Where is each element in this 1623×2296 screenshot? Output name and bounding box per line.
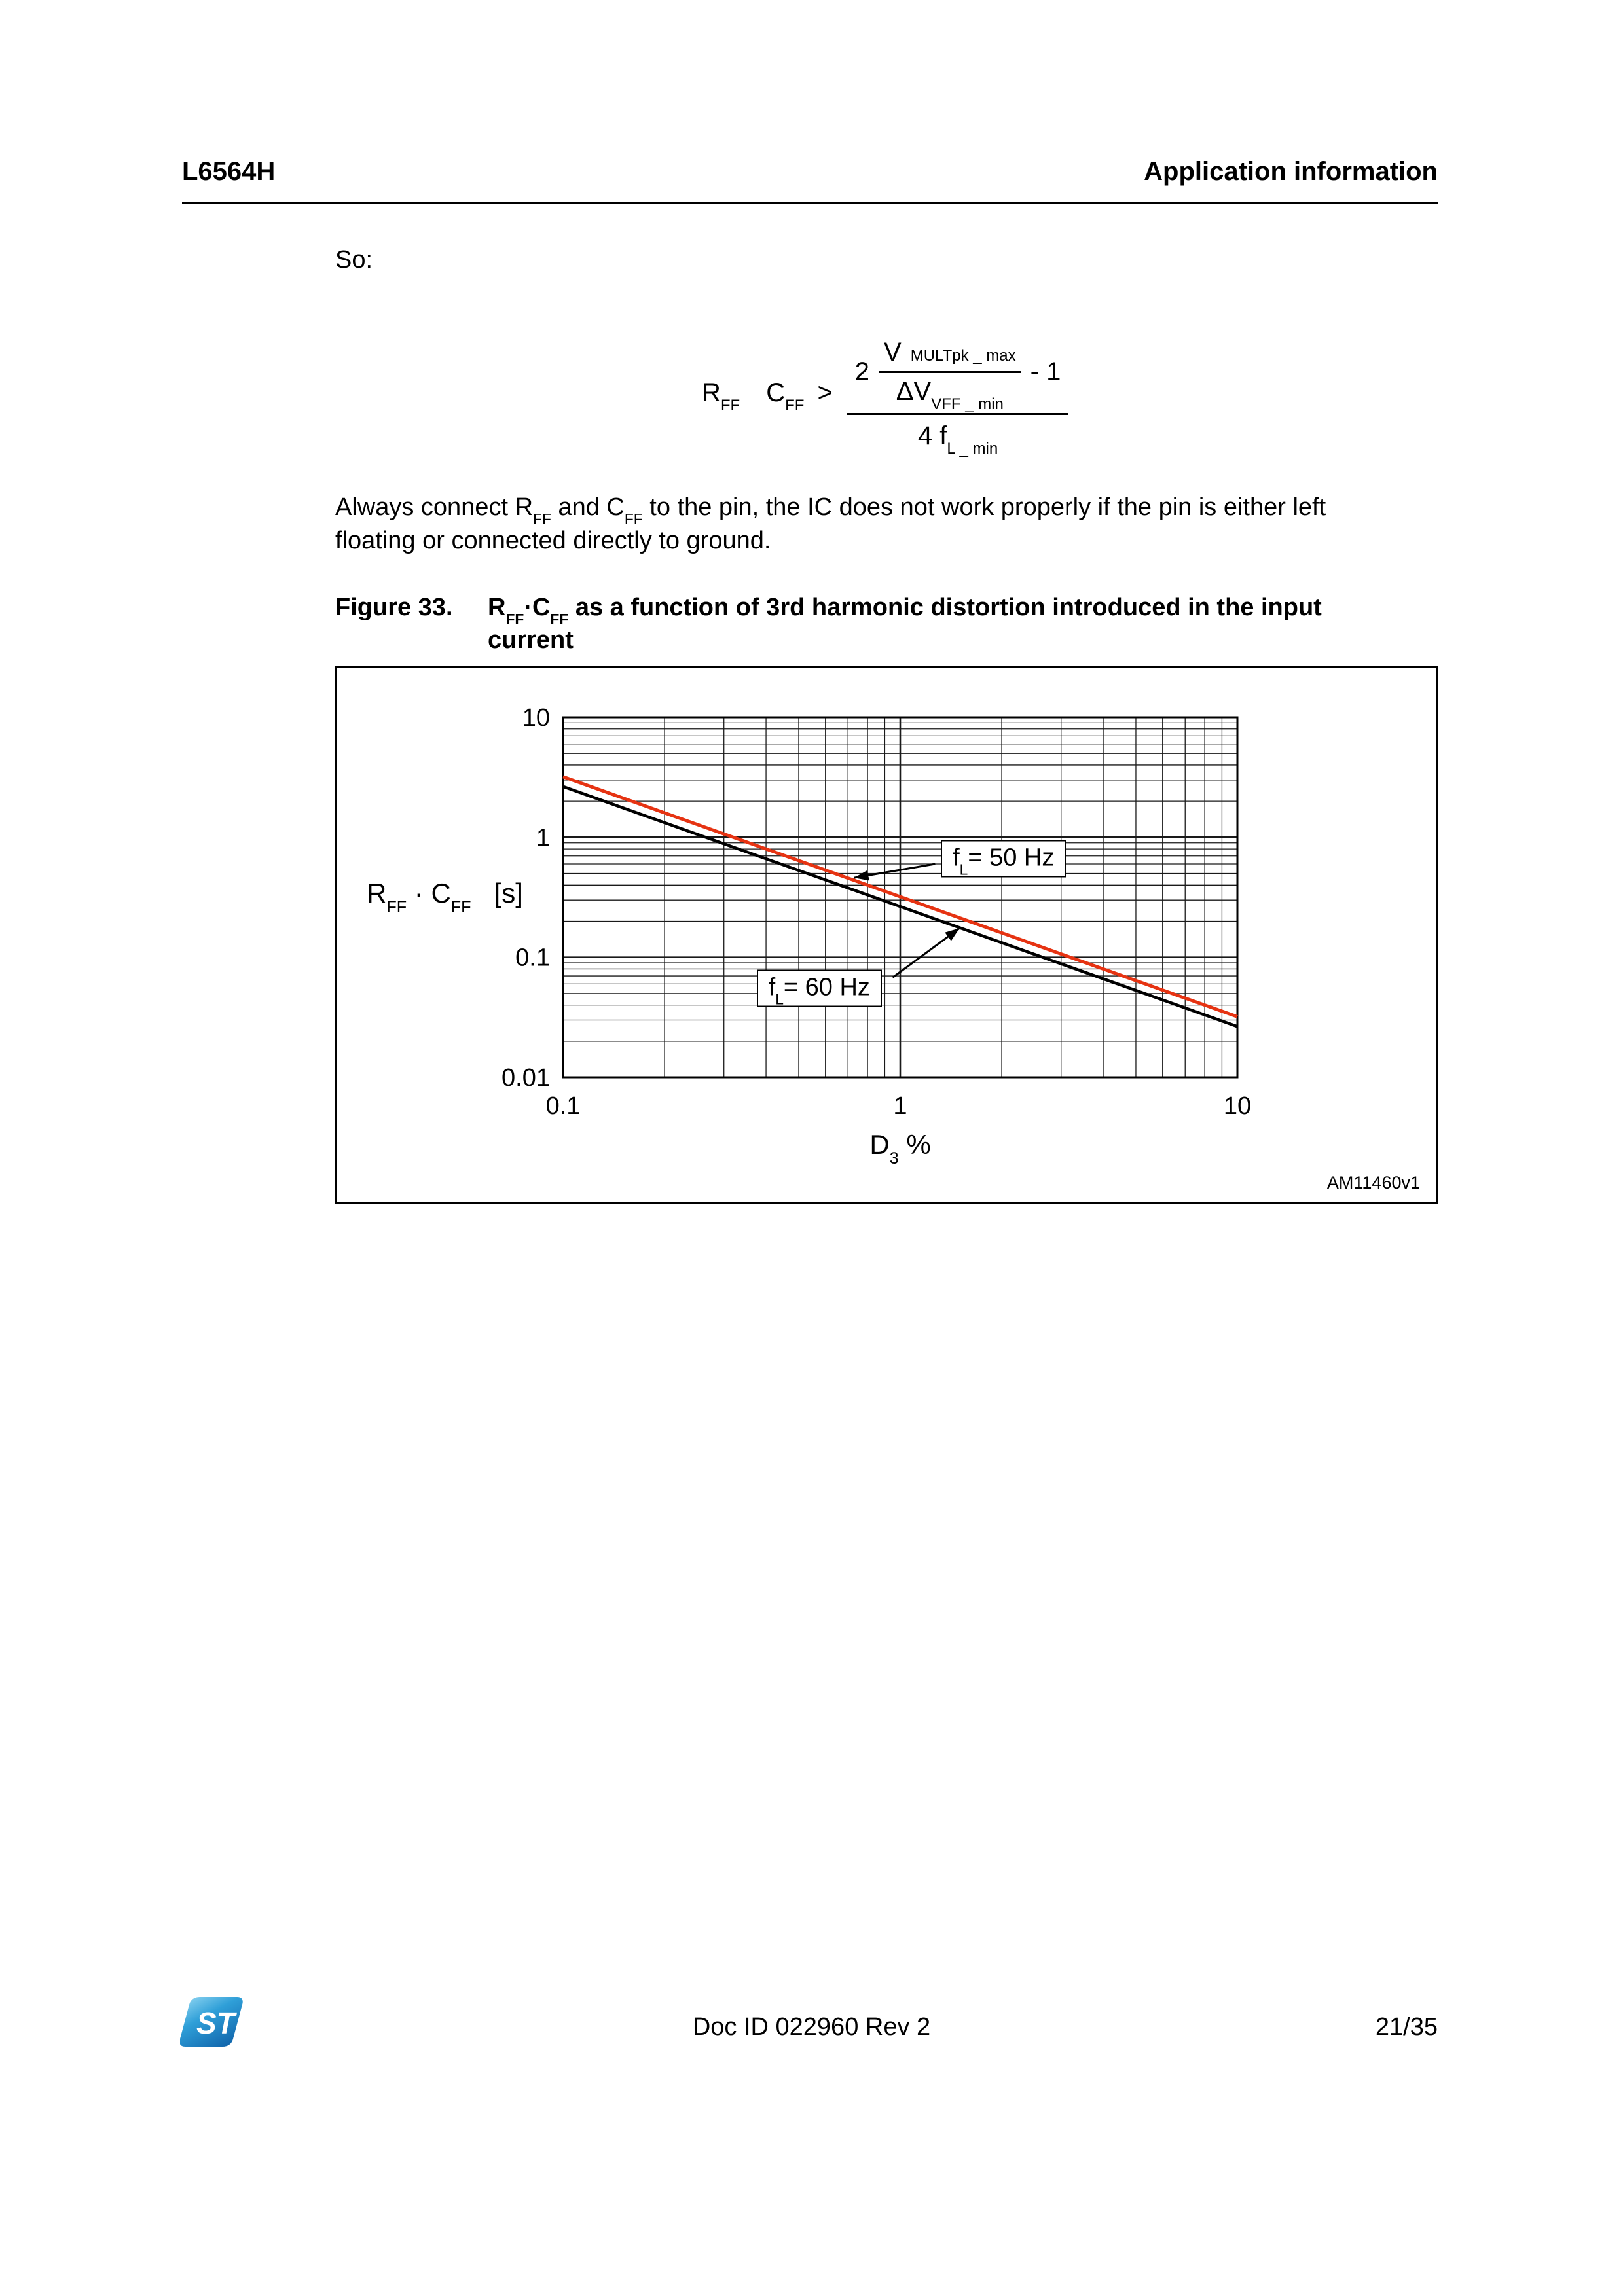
- figure-inner: [337, 668, 1436, 1202]
- x-tick-label: 1: [893, 1092, 907, 1120]
- annotation-50hz-label: $f_L= 50$ Hz: [941, 840, 1066, 878]
- annotation-60hz-label: $f_L= 60$ Hz: [757, 970, 882, 1007]
- formula-coefficient: 2: [854, 357, 870, 386]
- formula-minus-one: - 1: [1030, 357, 1061, 386]
- paragraph-line: Always connect $R_{FF}$ and $C_{FF}$ to the pin, the IC does not work properly if the pin is either left: [335, 493, 1326, 528]
- paragraph-line: floating or connected directly to ground.: [335, 527, 771, 554]
- footer-doc-id: Doc ID 022960 Rev 2: [692, 2013, 931, 2041]
- page-header-section: Application information: [1144, 157, 1438, 186]
- annotation-arrow: [893, 928, 960, 977]
- formula-inner-numerator: V $_{MULTpk \_ max}$: [879, 338, 1021, 373]
- formula: [702, 335, 1068, 458]
- formula-lhs: $R_{FF}$ $C_{FF}$ >: [702, 378, 833, 415]
- figure-caption-title-line: current: [488, 626, 574, 654]
- figure-caption-title-line: $R_{FF}\cdot C_{FF}$ as a function of 3rd harmonic distortion introduced in the input: [488, 594, 1322, 628]
- annotation-arrow: [854, 864, 936, 878]
- figure-caption-label: Figure 33.: [335, 594, 453, 621]
- x-tick-label: 10: [1223, 1092, 1252, 1120]
- y-tick-label: 10: [522, 704, 550, 732]
- y-tick-label: 0.01: [501, 1064, 550, 1092]
- formula-numerator: [847, 335, 1069, 415]
- y-tick-label: 0.1: [515, 944, 550, 972]
- figure-caption: [335, 591, 1322, 656]
- x-tick-label: 0.1: [545, 1092, 581, 1120]
- footer-page-number: 21/35: [1375, 2013, 1438, 2041]
- so-text: So:: [335, 246, 373, 274]
- formula-denominator: 4 $f_{L \_ min}$: [917, 422, 998, 458]
- y-tick-label: 1: [536, 824, 550, 852]
- st-logo-text: ST: [196, 2006, 235, 2040]
- formula-inner-fraction: [879, 338, 1021, 414]
- formula-fraction: [847, 335, 1069, 458]
- figure-33-chart: [337, 668, 1436, 1202]
- chart-x-axis-label: $D_3$ %: [869, 1129, 931, 1168]
- figure-box: [335, 666, 1438, 1204]
- chart-y-axis-label: $R_{FF} \cdot C_{FF}$ [s]: [367, 878, 523, 916]
- chart-watermark: AM11460v1: [1326, 1173, 1420, 1193]
- body-paragraph: [335, 491, 1448, 558]
- formula-inner-denominator: $\Delta V_{VFF \_ min}$: [896, 377, 1004, 414]
- header-rule: [182, 202, 1438, 204]
- figure-caption-title: [488, 591, 1322, 656]
- page-header-product: L6564H: [182, 157, 276, 186]
